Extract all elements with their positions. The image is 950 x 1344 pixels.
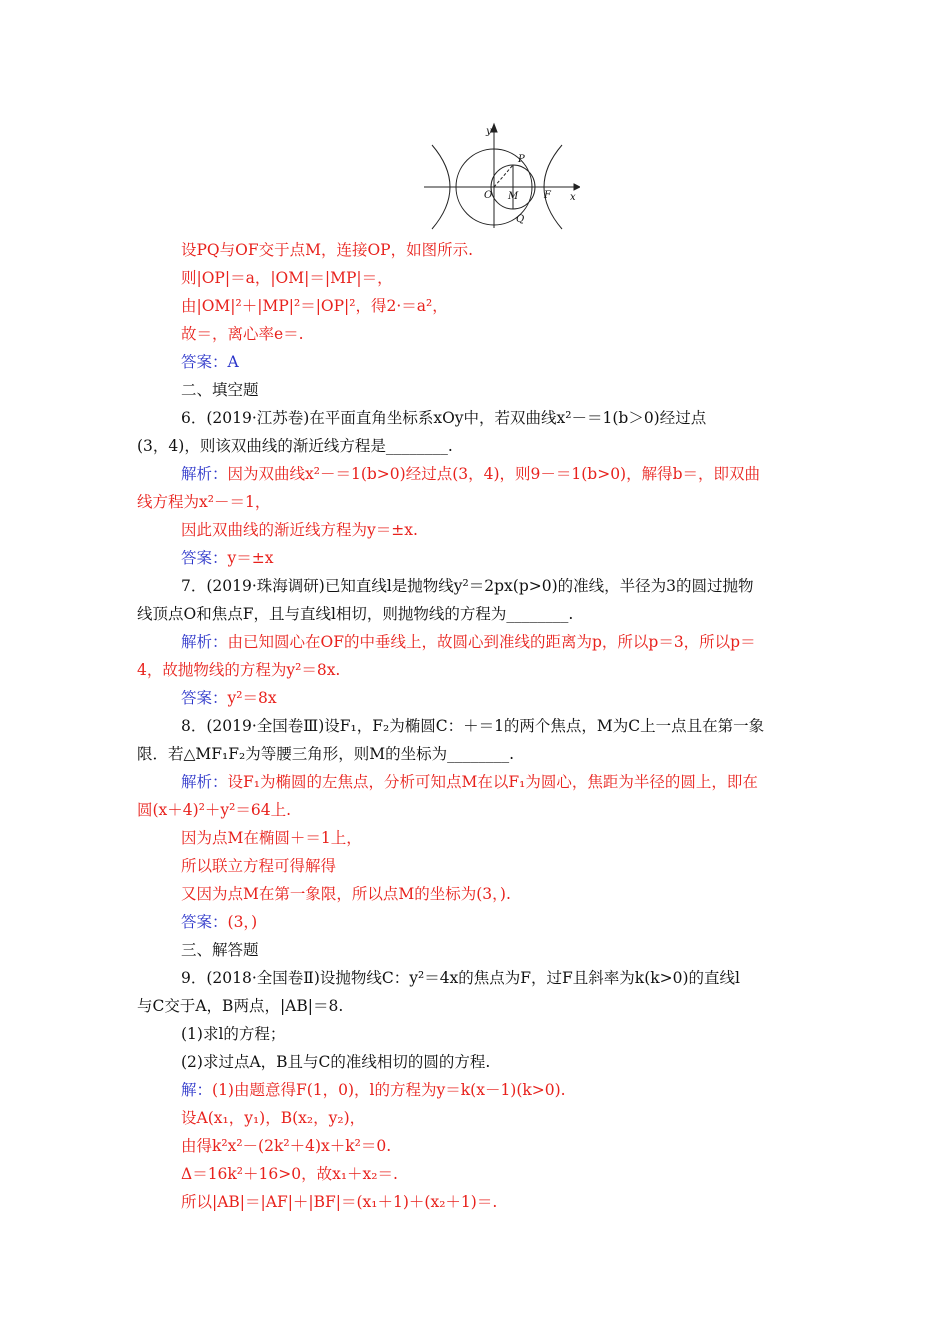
question-line: 8．(2019·全国卷Ⅲ)设F₁，F₂为椭圆C：＋＝1的两个焦点，M为C上一点且在第一象 [181, 717, 765, 735]
text-line: 设PQ与OF交于点M，连接OP，如图所示. [181, 241, 474, 259]
label-y: y [486, 126, 492, 137]
section-heading: 二、填空题 [181, 381, 259, 399]
question-line: 7．(2019·珠海调研)已知直线l是抛物线y²＝2px(p>0)的准线，半径为3的圆过抛物 [181, 577, 754, 595]
solution-line: 因此双曲线的渐近线方程为y＝±x. [181, 521, 418, 539]
text-line: 由|OM|²＋|MP|²＝|OP|²，得2·＝a²， [181, 297, 448, 315]
label-p: P [518, 154, 525, 165]
answer-line: 答案：y²＝8x [181, 689, 277, 707]
question-line: 线顶点O和焦点F，且与直线l相切，则抛物线的方程为________. [137, 605, 574, 623]
geometry-figure [420, 120, 580, 230]
x-axis-arrow [574, 184, 580, 190]
solution-line: 圆(x＋4)²＋y²＝64上. [137, 801, 292, 819]
question-line: (2)求过点A，B且与C的准线相切的圆的方程. [181, 1053, 491, 1071]
answer-line: 答案：y＝±x [181, 549, 274, 567]
label-q: Q [516, 214, 525, 225]
label-x: x [570, 192, 576, 203]
question-line: (3，4)，则该双曲线的渐近线方程是________. [137, 437, 453, 455]
question-line: (1)求l的方程； [181, 1025, 286, 1043]
solution-line: 4，故抛物线的方程为y²＝8x. [137, 661, 341, 679]
solution-line: 设A(x₁，y₁)，B(x₂，y₂)， [181, 1109, 366, 1127]
question-line: 6．(2019·江苏卷)在平面直角坐标系xOy中，若双曲线x²－＝1(b＞0)经过点 [181, 409, 707, 427]
answer-line: 答案：(3，) [181, 913, 258, 931]
question-line: 与C交于A，B两点，|AB|＝8. [137, 997, 344, 1015]
solution-line: 又因为点M在第一象限，所以点M的坐标为(3，). [181, 885, 511, 903]
solution-line: 解析：因为双曲线x²－＝1(b>0)经过点(3，4)，则9－＝1(b>0)，解得b＝，即双曲 [181, 465, 761, 483]
label-f: F [544, 190, 551, 201]
text-line: 故＝，离心率e＝. [181, 325, 304, 343]
solution-line: 所以联立方程可得解得 [181, 857, 337, 875]
solution-line: 解析：由已知圆心在OF的中垂线上，故圆心到准线的距离为p，所以p＝3，所以p＝ [181, 633, 756, 651]
solution-line: 所以|AB|＝|AF|＋|BF|＝(x₁＋1)＋(x₂＋1)＝. [181, 1193, 498, 1211]
segment-op [494, 165, 513, 187]
label-o: O [484, 190, 493, 201]
answer-line: 答案：A [181, 353, 239, 371]
label-m: M [508, 191, 519, 202]
solution-line: 由得k²x²－(2k²＋4)x＋k²＝0. [181, 1137, 392, 1155]
question-line: 限．若△MF₁F₂为等腰三角形，则M的坐标为________. [137, 745, 515, 763]
section-heading: 三、解答题 [181, 941, 259, 959]
solution-line: 因为点M在椭圆＋＝1上， [181, 829, 362, 847]
solution-line: 解：(1)由题意得F(1，0)，l的方程为y＝k(x－1)(k>0). [181, 1081, 566, 1099]
solution-line: 解析：设F₁为椭圆的左焦点，分析可知点M在以F₁为圆心，焦距为半径的圆上，即在 [181, 773, 758, 791]
text-line: 则|OP|＝a，|OM|＝|MP|＝， [181, 269, 393, 287]
solution-line: Δ＝16k²＋16>0，故x₁＋x₂＝. [181, 1165, 398, 1183]
question-line: 9．(2018·全国卷Ⅱ)设抛物线C：y²＝4x的焦点为F，过F且斜率为k(k>0)的直线l [181, 969, 740, 987]
y-axis-arrow [491, 124, 497, 132]
solution-line: 线方程为x²－＝1， [137, 493, 271, 511]
